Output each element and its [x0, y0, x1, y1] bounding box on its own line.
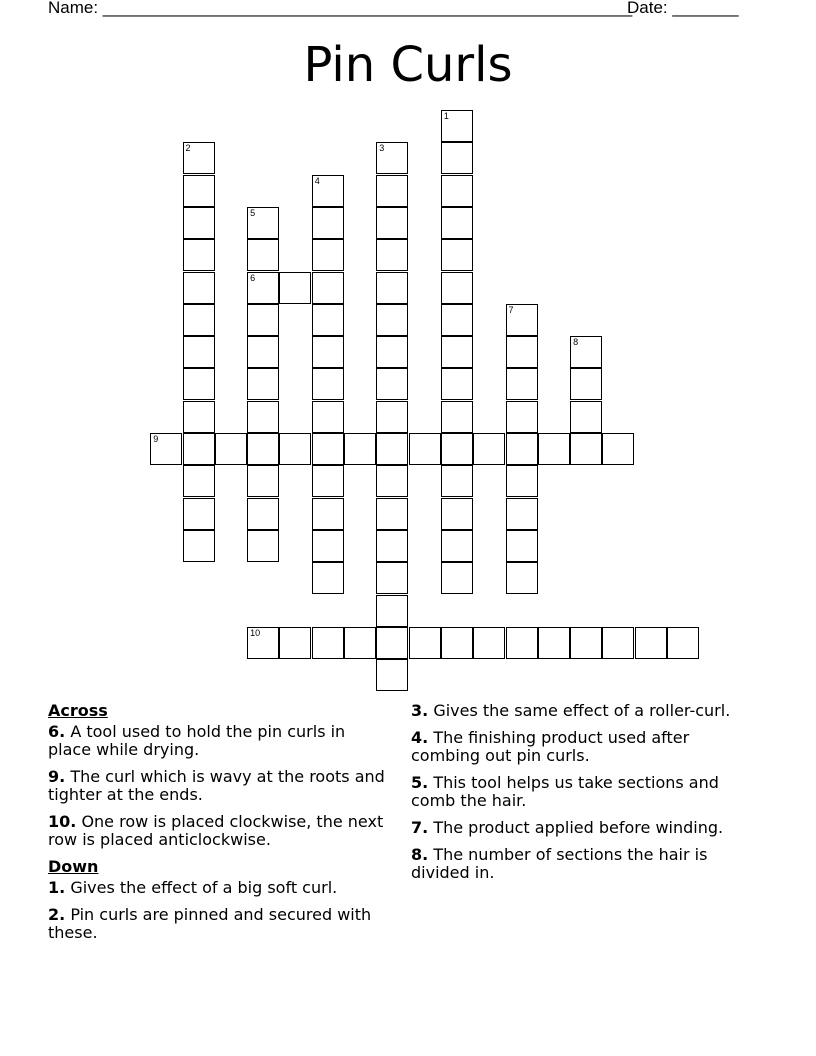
grid-cell[interactable] [506, 433, 538, 465]
grid-cell[interactable] [183, 433, 215, 465]
grid-cell[interactable] [441, 239, 473, 271]
grid-cell[interactable] [183, 142, 215, 174]
grid-cell[interactable] [570, 336, 602, 368]
clue-down-4 [411, 729, 756, 765]
clue-down-2 [48, 906, 393, 942]
grid-cell[interactable] [312, 239, 344, 271]
grid-cell[interactable] [215, 433, 247, 465]
grid-cell[interactable] [376, 465, 408, 497]
across-heading: Across [48, 701, 108, 720]
grid-cell[interactable] [376, 433, 408, 465]
grid-cell[interactable] [409, 433, 441, 465]
clue-down-3 [411, 702, 756, 720]
clue-text: The number of sections the hair is divided in. [411, 845, 708, 882]
grid-cell[interactable] [247, 336, 279, 368]
grid-cell[interactable] [376, 304, 408, 336]
clue-down-8 [411, 846, 756, 882]
grid-cell[interactable] [473, 627, 505, 659]
grid-cell[interactable] [183, 304, 215, 336]
grid-cell[interactable] [183, 239, 215, 271]
clue-text: The finishing product used after combing out pin curls. [411, 728, 690, 765]
grid-cell[interactable] [183, 207, 215, 239]
grid-cell[interactable] [247, 401, 279, 433]
clue-number: 9. [48, 767, 66, 786]
grid-cell[interactable] [183, 336, 215, 368]
grid-cell[interactable] [376, 659, 408, 691]
grid-cell[interactable] [376, 336, 408, 368]
grid-cell[interactable] [376, 207, 408, 239]
clue-number: 8. [411, 845, 429, 864]
grid-cell[interactable] [247, 207, 279, 239]
grid-cell[interactable] [441, 401, 473, 433]
grid-cell[interactable] [312, 401, 344, 433]
clue-number: 1. [48, 878, 66, 897]
grid-cell[interactable] [376, 239, 408, 271]
grid-cell[interactable] [279, 272, 311, 304]
grid-cell[interactable] [376, 368, 408, 400]
grid-cell[interactable] [376, 272, 408, 304]
grid-cell[interactable] [376, 498, 408, 530]
grid-cell[interactable] [183, 498, 215, 530]
grid-cell[interactable] [441, 110, 473, 142]
grid-cell[interactable] [183, 465, 215, 497]
grid-cell[interactable] [506, 336, 538, 368]
cell-number: 8 [573, 337, 579, 348]
grid-cell[interactable] [538, 627, 570, 659]
grid-cell[interactable] [247, 239, 279, 271]
clue-number: 7. [411, 818, 429, 837]
cell-number: 5 [250, 207, 256, 218]
grid-cell[interactable] [667, 627, 699, 659]
clue-number: 6. [48, 722, 66, 741]
clue-text: Gives the effect of a big soft curl. [70, 878, 338, 897]
clue-text: This tool helps us take sections and comb the hair. [411, 773, 719, 810]
grid-cell[interactable] [312, 272, 344, 304]
clue-number: 3. [411, 701, 429, 720]
clue-text: A tool used to hold the pin curls in place while drying. [48, 722, 346, 759]
grid-cell[interactable] [506, 304, 538, 336]
grid-cell[interactable] [247, 272, 279, 304]
grid-cell[interactable] [183, 272, 215, 304]
clue-number: 5. [411, 773, 429, 792]
page-title: Pin Curls [303, 37, 513, 93]
grid-cell[interactable] [602, 433, 634, 465]
grid-cell[interactable] [247, 433, 279, 465]
grid-cell[interactable] [441, 272, 473, 304]
grid-cell[interactable] [376, 562, 408, 594]
clue-text: Gives the same effect of a roller-curl. [433, 701, 731, 720]
cell-number: 2 [185, 143, 191, 154]
grid-cell[interactable] [441, 304, 473, 336]
down-heading: Down [48, 857, 99, 876]
grid-cell[interactable] [441, 465, 473, 497]
name-field-label: Name: ________________________________________________________ [48, 0, 633, 17]
grid-cell[interactable] [279, 627, 311, 659]
grid-cell[interactable] [376, 401, 408, 433]
cell-number: 9 [153, 434, 159, 444]
grid-cell[interactable] [247, 304, 279, 336]
grid-cell[interactable] [376, 175, 408, 207]
grid-cell[interactable] [441, 498, 473, 530]
clue-across-6 [48, 723, 393, 759]
grid-cell[interactable] [312, 627, 344, 659]
grid-cell[interactable] [506, 627, 538, 659]
grid-cell[interactable] [150, 433, 182, 465]
grid-cell[interactable] [183, 368, 215, 400]
cell-number: 1 [443, 111, 449, 121]
grid-cell[interactable] [506, 498, 538, 530]
grid-cell[interactable] [344, 433, 376, 465]
grid-cell[interactable] [441, 530, 473, 562]
clue-number: 10. [48, 812, 77, 831]
grid-cell[interactable] [441, 142, 473, 174]
grid-cell[interactable] [441, 368, 473, 400]
grid-cell[interactable] [312, 304, 344, 336]
grid-cell[interactable] [312, 530, 344, 562]
grid-cell[interactable] [441, 207, 473, 239]
grid-cell[interactable] [312, 175, 344, 207]
grid-cell[interactable] [441, 627, 473, 659]
clue-text: The product applied before winding. [433, 818, 724, 837]
clue-number: 4. [411, 728, 429, 747]
grid-cell[interactable] [570, 627, 602, 659]
grid-cell[interactable] [506, 401, 538, 433]
grid-cell[interactable] [570, 433, 602, 465]
grid-cell[interactable] [635, 627, 667, 659]
clue-down-7 [411, 819, 756, 837]
grid-cell[interactable] [506, 368, 538, 400]
clue-across-10 [48, 813, 393, 849]
grid-cell[interactable] [570, 401, 602, 433]
clues-left-column [48, 702, 393, 951]
grid-cell[interactable] [441, 562, 473, 594]
cell-number: 3 [379, 143, 385, 154]
grid-cell[interactable] [183, 175, 215, 207]
grid-cell[interactable] [247, 368, 279, 400]
grid-cell[interactable] [247, 530, 279, 562]
grid-cell[interactable] [312, 465, 344, 497]
grid-cell[interactable] [441, 175, 473, 207]
grid-cell[interactable] [376, 530, 408, 562]
grid-cell[interactable] [441, 433, 473, 465]
grid-cell[interactable] [247, 627, 279, 659]
cell-number: 6 [250, 272, 256, 283]
grid-cell[interactable] [376, 627, 408, 659]
clue-across-9 [48, 768, 393, 804]
grid-cell[interactable] [473, 433, 505, 465]
grid-cell[interactable] [538, 433, 570, 465]
grid-cell[interactable] [506, 465, 538, 497]
grid-cell[interactable] [602, 627, 634, 659]
cell-number: 4 [314, 175, 320, 186]
cell-number: 7 [508, 304, 514, 315]
grid-cell[interactable] [279, 433, 311, 465]
grid-cell[interactable] [312, 336, 344, 368]
clue-down-1 [48, 879, 393, 897]
grid-cell[interactable] [247, 465, 279, 497]
grid-cell[interactable] [312, 207, 344, 239]
clue-number: 2. [48, 905, 66, 924]
grid-cell[interactable] [441, 336, 473, 368]
clue-down-5 [411, 774, 756, 810]
grid-cell[interactable] [183, 401, 215, 433]
grid-cell[interactable] [312, 433, 344, 465]
grid-cell[interactable] [312, 562, 344, 594]
grid-cell[interactable] [344, 627, 376, 659]
grid-cell[interactable] [506, 562, 538, 594]
grid-cell[interactable] [247, 498, 279, 530]
clues-right-column [411, 702, 756, 891]
grid-cell[interactable] [570, 368, 602, 400]
clue-text: One row is placed clockwise, the next row is placed anticlockwise. [48, 812, 384, 849]
grid-cell[interactable] [409, 627, 441, 659]
clue-text: Pin curls are pinned and secured with these. [48, 905, 372, 942]
cell-number: 10 [250, 627, 261, 638]
grid-cell[interactable] [376, 595, 408, 627]
date-field-label: Date: _______ [627, 0, 739, 17]
grid-cell[interactable] [312, 498, 344, 530]
grid-cell[interactable] [183, 530, 215, 562]
grid-cell[interactable] [312, 368, 344, 400]
clue-text: The curl which is wavy at the roots and tighter at the ends. [48, 767, 385, 804]
grid-cell[interactable] [376, 142, 408, 174]
grid-cell[interactable] [506, 530, 538, 562]
